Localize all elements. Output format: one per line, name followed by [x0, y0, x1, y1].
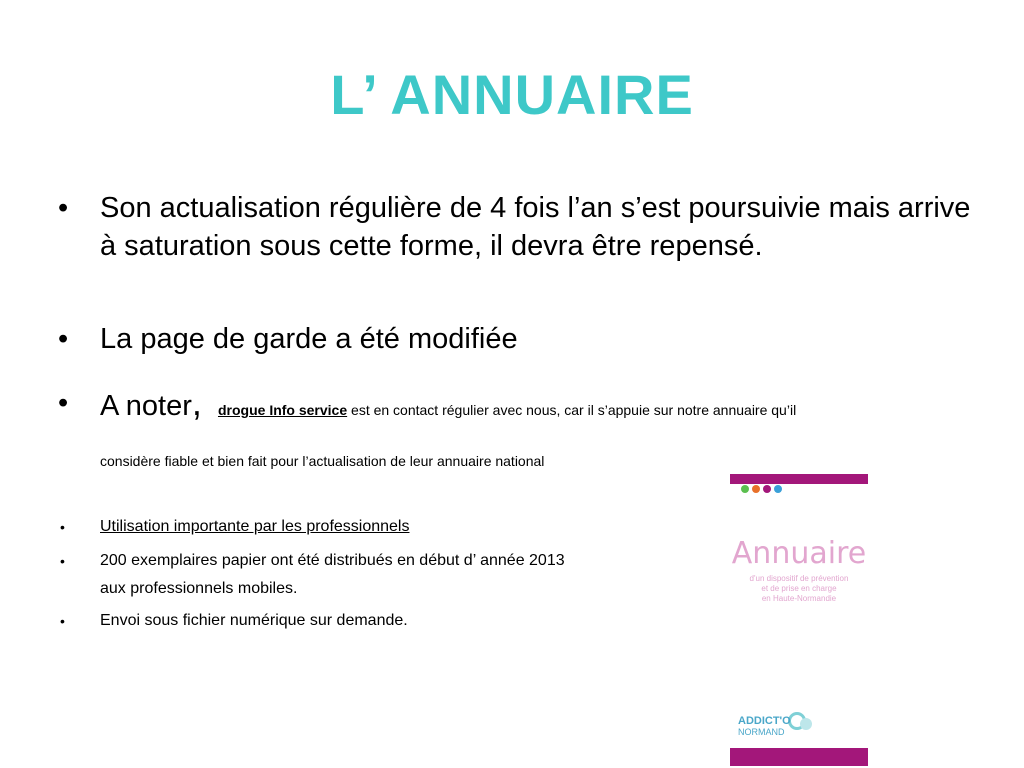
- a-noter-line-2: considère fiable et bien fait pour l’actualisation de leur annuaire national: [100, 453, 545, 469]
- logo-text-line-1: ADDICT'O: [738, 715, 791, 727]
- cover-title: Annuaire: [731, 536, 867, 571]
- logo-circle-icon: [800, 718, 812, 730]
- bullet-dot: •: [60, 613, 65, 629]
- annuaire-cover-image: [730, 474, 868, 766]
- bullet-exemplaires: [60, 550, 565, 600]
- cover-subtitle-line-2: et de prise en charge: [761, 584, 837, 593]
- cover-dot: [752, 485, 760, 493]
- slide-title: L’ ANNUAIRE: [330, 63, 694, 126]
- cover-dot: [741, 485, 749, 493]
- cover-dot: [763, 485, 771, 493]
- logo-text-line-2: NORMAND: [738, 727, 785, 737]
- bullet-dot: •: [58, 192, 69, 224]
- bullet-actualisation: [58, 189, 980, 265]
- a-noter-label: A noter: [100, 390, 192, 422]
- bullet-dot: •: [58, 387, 69, 419]
- bullet-text: Utilisation importante par les professionnels: [100, 518, 410, 535]
- a-noter-rest: est en contact régulier avec nous, car il s’appuie sur notre annuaire qu’il: [347, 402, 797, 418]
- cover-subtitle: [730, 574, 868, 604]
- logo-text: [738, 716, 791, 738]
- bullet-text: Envoi sous fichier numérique sur demande.: [100, 612, 408, 629]
- cover-dots: [741, 480, 785, 498]
- cover-bottom-band: [730, 748, 868, 766]
- cover-dot: [774, 485, 782, 493]
- bullet-envoi: [60, 610, 408, 632]
- cover-subtitle-line-3: en Haute-Normandie: [761, 594, 837, 603]
- drogue-info-service-link[interactable]: drogue Info service: [217, 402, 348, 418]
- bullet-text: Son actualisation régulière de 4 fois l’an s’est poursuivie mais arrive à saturation sous cette forme, il devra être repensé.: [100, 192, 971, 262]
- addicto-normand-logo: [738, 712, 818, 746]
- a-noter-comma: ,: [191, 382, 202, 423]
- cover-subtitle-line-1: d'un dispositif de prévention: [749, 574, 849, 583]
- bullet-text: La page de garde a été modifiée: [100, 323, 518, 355]
- bullet-text-line-2: aux professionnels mobiles.: [100, 580, 298, 597]
- bullet-dot: •: [60, 553, 65, 569]
- bullet-page-de-garde: [58, 320, 980, 358]
- bullet-a-noter: [58, 382, 1000, 429]
- bullet-utilisation: [60, 516, 410, 538]
- bullet-dot: •: [58, 323, 69, 355]
- bullet-dot: •: [60, 519, 65, 535]
- bullet-text-line-1: 200 exemplaires papier ont été distribués en début d’ année 2013: [100, 552, 565, 569]
